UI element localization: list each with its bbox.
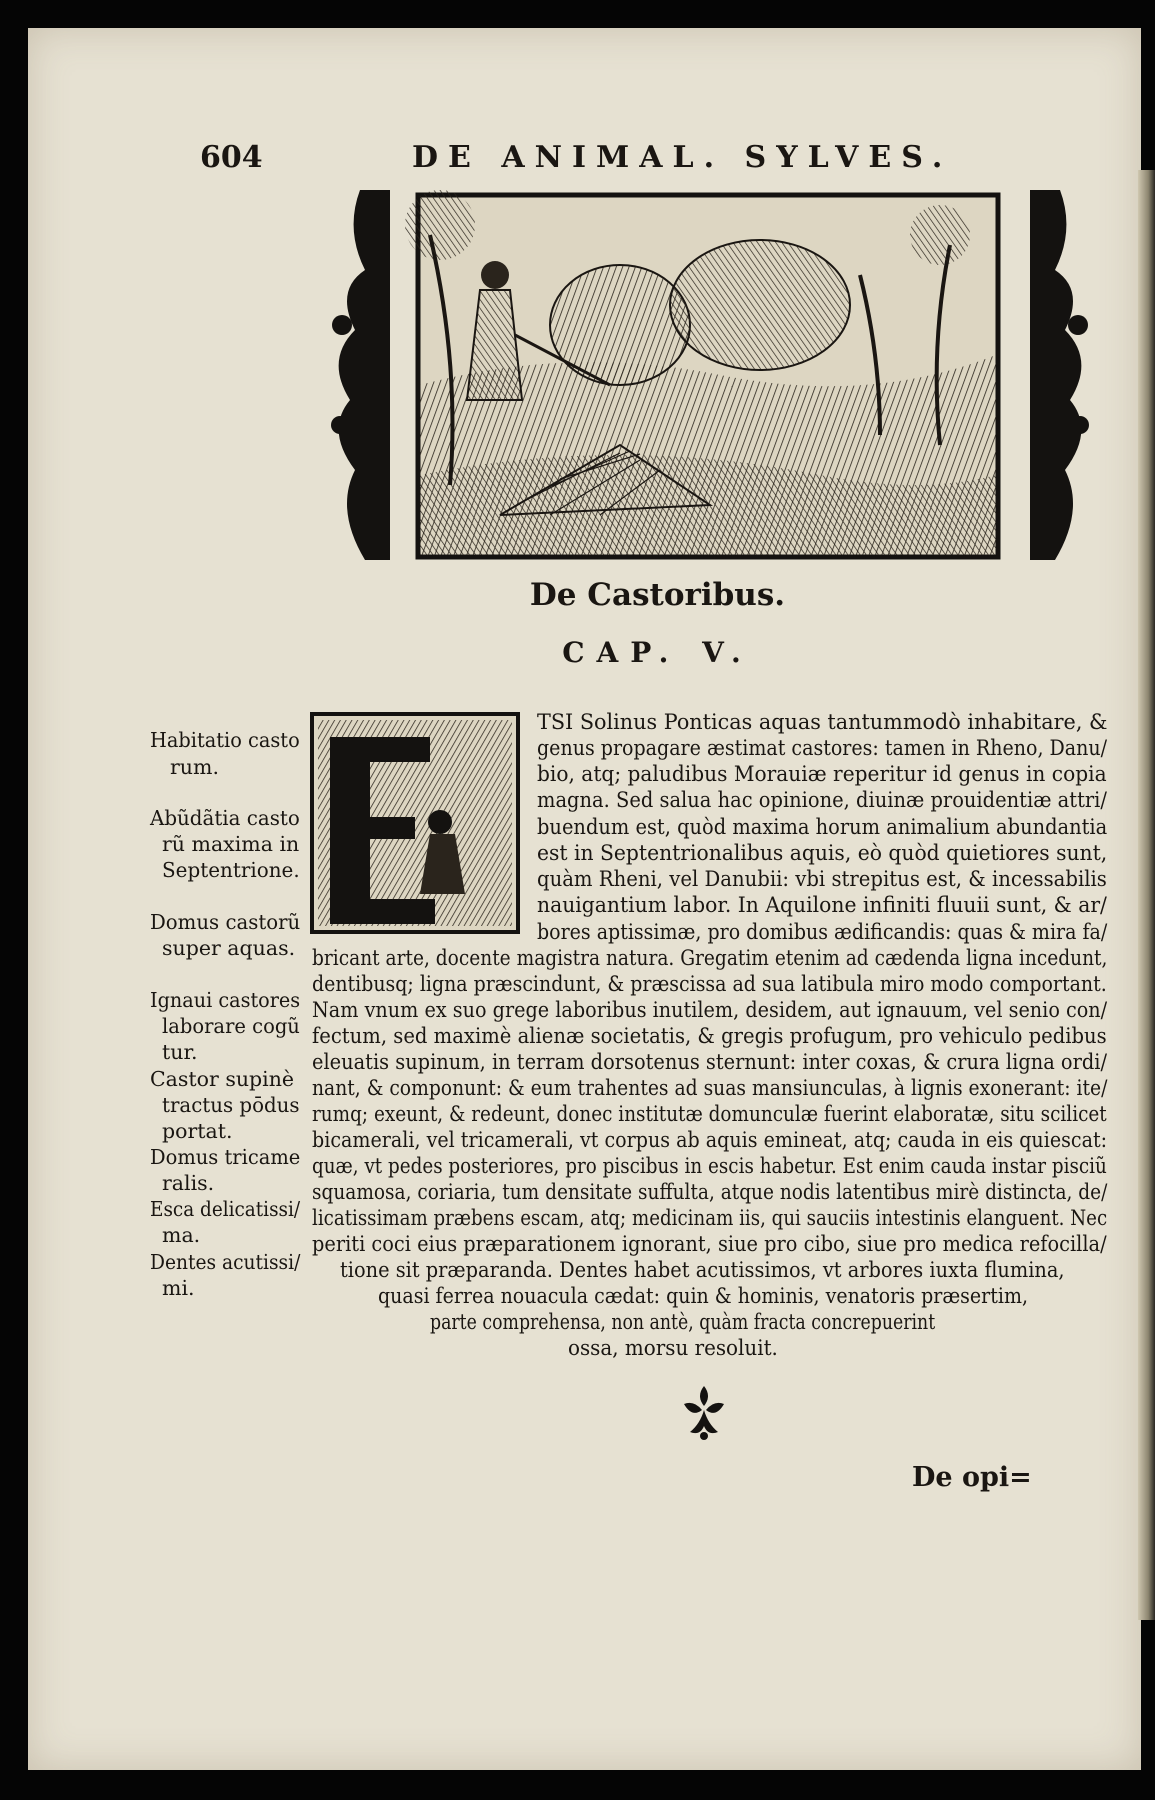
body-line: bores aptissimæ, pro domibus ædificandis: quas & mira fa/ — [537, 920, 1108, 945]
marginal-note: Dentes acutissi/ — [150, 1250, 301, 1274]
body-line: bicamerali, vel tricamerali, vt corpus ab aquis emineat, atq; cauda in eis quiescat: — [312, 1128, 1108, 1153]
body-line: genus propagare æstimat castores: tamen in Rheno, Danu/ — [537, 736, 1108, 761]
marginal-note: tur. — [162, 1040, 198, 1064]
body-line: bricant arte, docente magistra natura. Gregatim etenim ad cædenda ligna incedunt, — [312, 946, 1108, 971]
marginal-note: tractus pōdus — [162, 1093, 300, 1117]
marginal-note: ralis. — [162, 1171, 215, 1195]
decorated-initial-E — [310, 712, 520, 934]
body-line: TSI Solinus Ponticas aquas tantummodò inhabitare, & — [537, 710, 1108, 735]
facing-page-edge — [1138, 170, 1155, 1620]
body-line: nauigantium labor. In Aquilone infiniti fluuii sunt, & ar/ — [537, 893, 1107, 918]
body-line: dentibusq; ligna præscindunt, & præscissa ad sua latibula miro modo comportant. — [312, 972, 1107, 997]
marginal-note: Domus castorũ — [150, 910, 301, 934]
body-line: magna. Sed salua hac opinione, diuinæ prouidentiæ attri/ — [537, 788, 1107, 813]
body-line: quæ, vt pedes posteriores, pro piscibus in escis habetur. Est enim cauda instar pisciũ — [312, 1154, 1107, 1179]
body-line: ossa, morsu resoluit. — [568, 1336, 778, 1361]
body-line: Nam vnum ex suo grege laboribus inutilem, desidem, aut ignauum, vel senio con/ — [312, 998, 1108, 1023]
woodcut-image — [320, 185, 1100, 570]
body-line: fectum, sed maximè alienæ societatis, & gregis profugum, pro vehiculo pedibus — [312, 1024, 1107, 1049]
running-title: DE ANIMAL. SYLVES. — [412, 140, 953, 175]
body-line: eleuatis supinum, in terram dorsotenus sternunt: inter coxas, & crura ligna ordi/ — [312, 1050, 1107, 1075]
marginal-note: rũ maxima in — [162, 832, 300, 856]
marginal-note: laborare cogũ — [162, 1014, 300, 1038]
marginal-note: Domus tricame — [150, 1145, 301, 1169]
marginal-note: super aquas. — [162, 936, 296, 960]
marginal-note: Castor supinè — [150, 1067, 295, 1091]
catchword: De opi= — [912, 1462, 1032, 1493]
marginal-note: Ignaui castores — [150, 988, 301, 1012]
body-line: nant, & componunt: & eum trahentes ad suas mansiunculas, à lignis exonerant: ite/ — [312, 1076, 1108, 1101]
right-ornament — [1030, 190, 1089, 560]
body-line: periti coci eius præparationem ignorant, siue pro cibo, siue pro medica refocilla/ — [312, 1232, 1107, 1257]
fleuron-ornament — [676, 1382, 732, 1442]
marginal-note: Septentrione. — [162, 858, 300, 882]
chapter-title: De Castoribus. — [529, 577, 786, 613]
left-ornament — [331, 190, 390, 560]
body-line: est in Septentrionalibus aquis, eò quòd quietiores sunt, — [537, 841, 1108, 866]
marginal-note: portat. — [162, 1119, 233, 1143]
body-line: bio, atq; paludibus Morauiæ reperitur id genus in copia — [537, 762, 1107, 787]
marginal-note: ma. — [162, 1223, 201, 1247]
page-number: 604 — [200, 140, 263, 175]
marginal-note: mi. — [162, 1276, 195, 1300]
body-line: rumq; exeunt, & redeunt, donec institutæ domunculæ fuerint elaboratæ, situ scilicet — [312, 1102, 1107, 1127]
body-line: parte comprehensa, non antè, quàm fracta concrepuerint — [430, 1310, 936, 1335]
chapter-number: CAP. V. — [562, 636, 753, 669]
body-line: tione sit præparanda. Dentes habet acutissimos, vt arbores iuxta flumina, — [340, 1258, 1065, 1283]
page-header — [0, 140, 1155, 180]
marginal-note: Esca delicatissi/ — [150, 1197, 301, 1221]
woodcut-illustration — [320, 185, 1100, 570]
body-line: quasi ferrea nouacula cædat: quin & hominis, venatoris præsertim, — [378, 1284, 1028, 1309]
marginal-note: Abũdãtia casto — [150, 806, 300, 830]
body-line: quàm Rheni, vel Danubii: vbi strepitus est, & incessabilis — [537, 867, 1107, 892]
marginal-note: Habitatio casto — [150, 728, 300, 752]
body-line: squamosa, coriaria, tum densitate suffulta, atque nodis latentibus mirè distincta, de/ — [312, 1180, 1108, 1205]
body-line: buendum est, quòd maxima horum animalium abundantia — [537, 815, 1108, 840]
body-line: licatissimam præbens escam, atq; medicinam iis, qui sauciis intestinis elanguent. Nec — [312, 1206, 1108, 1231]
marginal-note: rum. — [170, 755, 219, 779]
